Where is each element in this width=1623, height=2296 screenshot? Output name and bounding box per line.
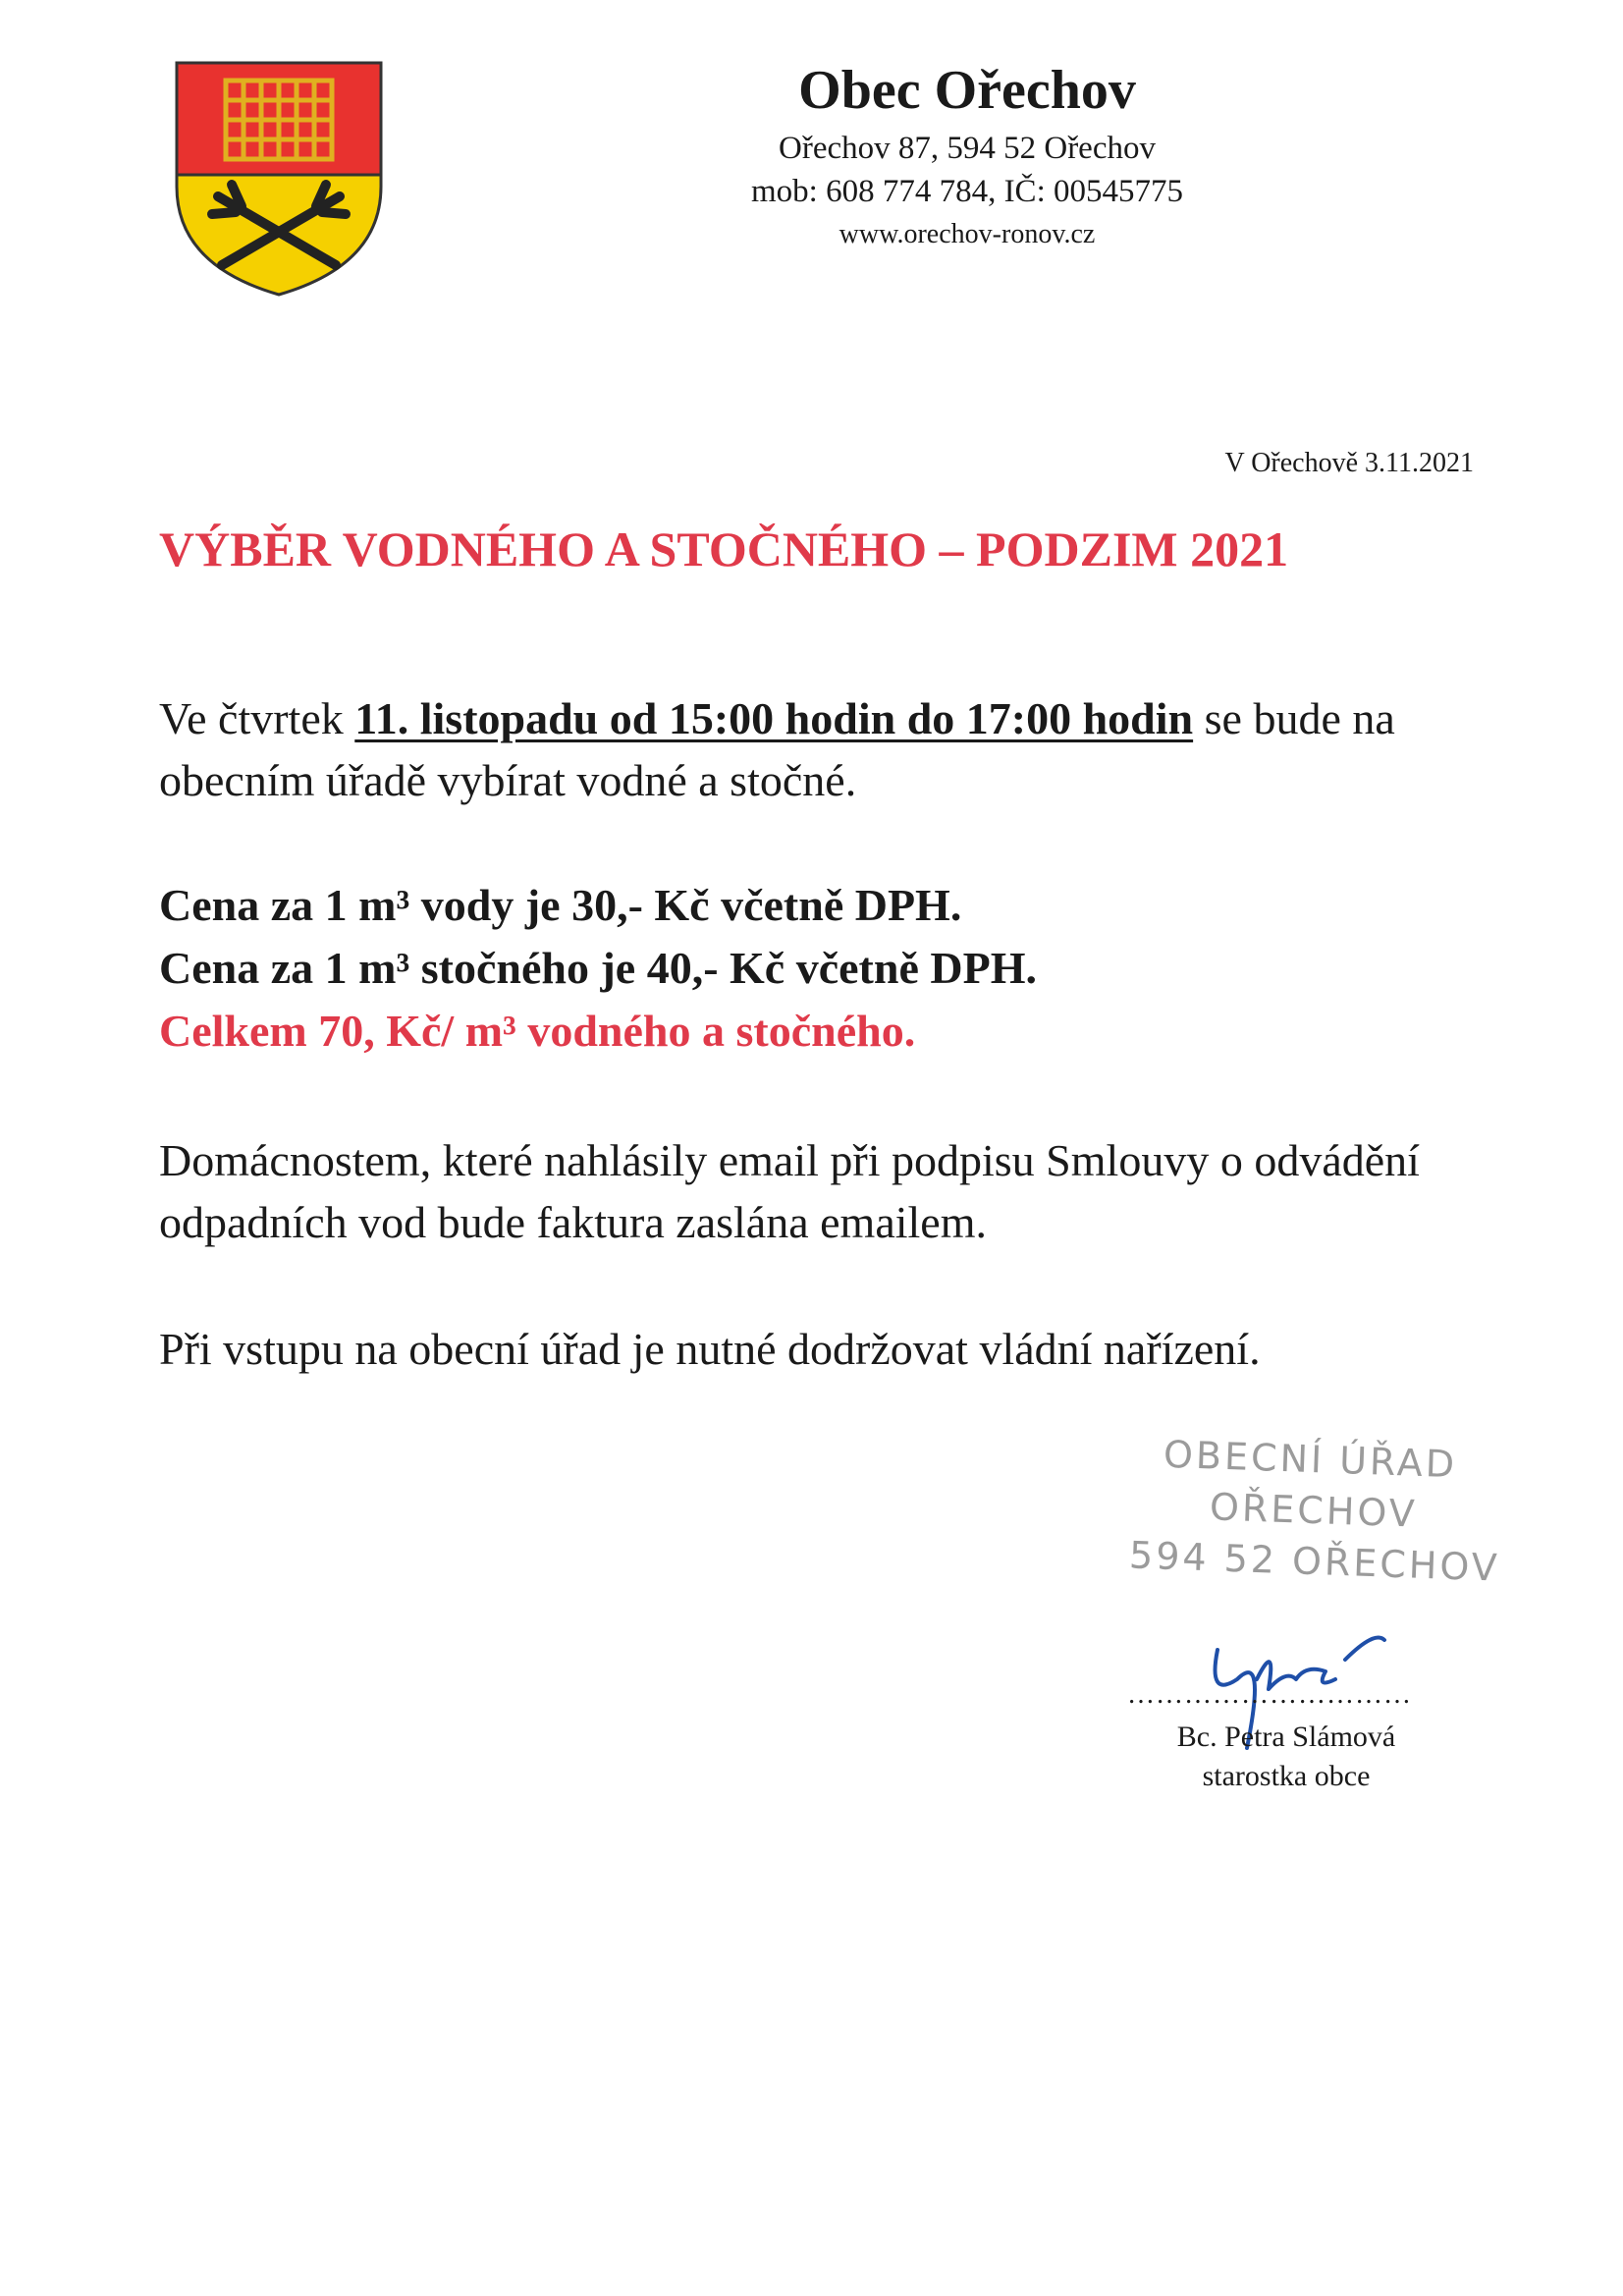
- organization-website: www.orechov-ronov.cz: [839, 219, 1096, 249]
- price-sewer: Cena za 1 m³ stočného je 40,- Kč včetně DPH.: [159, 943, 1037, 993]
- organization-address: Ořechov 87, 594 52 Ořechov: [779, 131, 1156, 166]
- collection-date-tail: se bude na obecním úřadě vybírat vodné a stočné.: [159, 693, 1395, 805]
- organization-name: Obec Ořechov: [798, 60, 1136, 121]
- price-total: Celkem 70, Kč/ m³ vodného a stočného.: [159, 1006, 916, 1056]
- organization-contact: mob: 608 774 784, IČ: 00545775: [750, 174, 1183, 209]
- collection-date-lead: Ve čtvrtek: [159, 693, 355, 743]
- stamp-line-1: OBECNÍ ÚŘAD: [1163, 1432, 1458, 1487]
- coat-of-arms-icon: [173, 59, 385, 299]
- entry-rules-paragraph: Při vstupu na obecní úřad je nutné dodržovat vládní nařízení.: [159, 1324, 1261, 1374]
- stamp-line-3: 594 52 OŘECHOV: [1128, 1533, 1501, 1590]
- signer-name: Bc. Petra Slámová: [1176, 1721, 1396, 1753]
- signer-role: starostka obce: [1202, 1760, 1371, 1792]
- date-line: V Ořechově 3.11.2021: [1224, 448, 1474, 478]
- email-invoice-paragraph: Domácnostem, které nahlásily email při podpisu Smlouvy o odvádění odpadních vod bude faktura zaslána emailem.: [159, 1135, 1420, 1247]
- collection-date-paragraph: [159, 687, 1475, 811]
- signature-line: …………………………: [1127, 1679, 1412, 1710]
- price-water: Cena za 1 m³ vody je 30,- Kč včetně DPH.: [159, 880, 962, 930]
- collection-date-emphasis: 11. listopadu od 15:00 hodin do 17:00 hodin: [354, 693, 1194, 743]
- document-title: VÝBĚR VODNÉHO A STOČNÉHO – PODZIM 2021: [159, 521, 1289, 576]
- stamp-line-2: OŘECHOV: [1209, 1485, 1419, 1536]
